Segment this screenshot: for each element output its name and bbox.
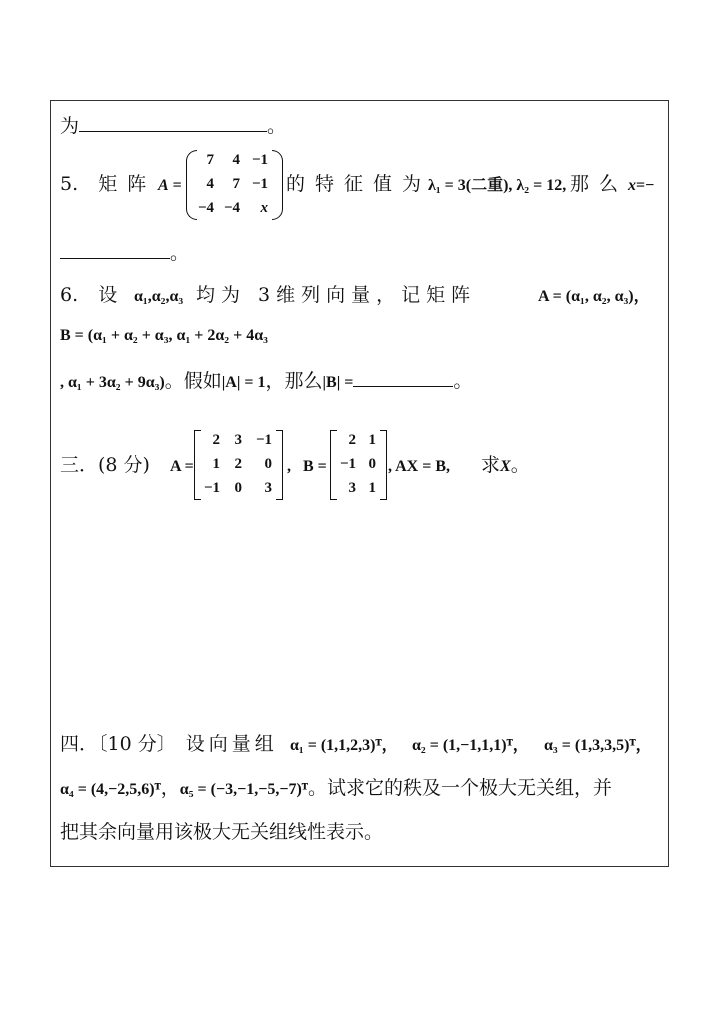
- matrix-cell: 2: [234, 456, 242, 472]
- q6-matB-2: , α₁ + 3α₂ + 9α₃): [60, 374, 165, 391]
- q5-var-x: x: [628, 177, 636, 194]
- q5-text2: 的特征值为: [286, 173, 432, 195]
- q6-text2: 均为 3维列向量，记矩阵: [196, 284, 477, 306]
- q6-matA-text: A = (α₁, α₂, α₃): [538, 288, 634, 305]
- q4-comma4: ，: [160, 777, 180, 799]
- q4-line1: [60, 732, 278, 756]
- matrix-cell: −1: [203, 480, 220, 496]
- q4-comma1: ，: [381, 737, 398, 754]
- q4-text2: 。试求它的秩及一个极大无关组，并: [307, 777, 612, 799]
- q5-eigen: [428, 174, 566, 198]
- q6-text1: 设: [98, 284, 118, 306]
- matrix-cell: 7: [232, 176, 240, 192]
- q3-A: A =: [170, 458, 194, 475]
- q6-vectors-text: α₁,α₂,α₃: [134, 288, 184, 305]
- q6-line3: [60, 368, 472, 395]
- matrix-cell: −4: [197, 200, 214, 216]
- q6-detA: |A| = 1: [221, 374, 266, 391]
- q4-alpha1: α₁ = (1,1,2,3)ᵀ: [290, 737, 382, 754]
- q3-varA: [170, 455, 194, 479]
- q4-alpha5: α₅ = (−3,−1,−5,−7)ᵀ: [179, 781, 308, 798]
- q3-label-line: [60, 453, 150, 477]
- matrix-cell: 1: [368, 480, 376, 496]
- q5-text1: 矩阵: [98, 173, 157, 195]
- right-bracket: [276, 430, 283, 500]
- q5-A: A: [158, 177, 169, 194]
- matrix-cell: 1: [212, 456, 220, 472]
- q4-comma3: ，: [635, 737, 652, 754]
- q6-text3: 。假如: [164, 370, 222, 392]
- matrix-cell: 0: [264, 456, 272, 472]
- q3-end: 。: [510, 454, 530, 476]
- q3-sep1: [287, 455, 291, 479]
- matrix-cell: 3: [348, 480, 356, 496]
- matrix-cell: 7: [206, 152, 214, 168]
- answer-blank-3[interactable]: [353, 368, 453, 387]
- q5-text3-line: [570, 172, 628, 196]
- matrix-cell: −1: [339, 456, 356, 472]
- matrix-cell: 0: [234, 480, 242, 496]
- q3-ask: 求: [481, 454, 501, 476]
- q4-a2: [412, 734, 529, 758]
- q5-x: [628, 174, 654, 198]
- q6-text4: ，那么: [265, 370, 323, 392]
- right-paren: [272, 150, 283, 220]
- q4-alpha3: α₃ = (1,3,3,5)ᵀ: [544, 737, 636, 754]
- q5-eq-tail: =−: [636, 177, 655, 194]
- right-bracket: [380, 430, 387, 500]
- matrix-cell: 3: [264, 480, 272, 496]
- q4-a1: [290, 734, 398, 758]
- matrix-cell: 0: [368, 456, 376, 472]
- q5-var-A: [158, 174, 182, 198]
- q6-line1: [60, 283, 117, 307]
- q4-text3: 把其余向量用该极大无关组线性表示。: [60, 821, 384, 843]
- q4-suffix: 。: [267, 115, 287, 137]
- matrix-cell: x: [260, 200, 268, 216]
- q5-number: 5.: [60, 173, 79, 195]
- q6-detB: |B| =: [322, 374, 354, 391]
- q6-vectors: [134, 285, 183, 309]
- q6-matB-1: B = (α₁ + α₂ + α₃, α₁ + 2α₂ + 4α₃: [60, 327, 268, 344]
- q5-answer-line: [60, 240, 189, 265]
- q4-line2: [60, 776, 612, 802]
- q3-X: X: [500, 458, 511, 475]
- q5-end: 。: [170, 242, 190, 264]
- q4-a3: [544, 734, 652, 758]
- q6-comma: ，: [633, 288, 650, 305]
- q6-end: 。: [453, 370, 473, 392]
- matrix-cell: 4: [232, 152, 240, 168]
- matrix-cell: −4: [223, 200, 240, 216]
- q3-equation: , AX = B,: [388, 458, 451, 475]
- q5-eq: =: [172, 177, 182, 194]
- matrix-cell: 2: [348, 432, 356, 448]
- q4-alpha2: α₂ = (1,−1,1,1)ᵀ: [412, 737, 513, 754]
- q4-line3: [60, 820, 383, 844]
- q4-comma2: ，: [512, 737, 529, 754]
- q3-varB: [303, 455, 327, 479]
- matrix-cell: 4: [206, 176, 214, 192]
- q3-comma: ,: [287, 458, 291, 475]
- q3-matrixA: [194, 428, 286, 500]
- matrix-cell: 1: [368, 432, 376, 448]
- matrix-cell: 3: [234, 432, 242, 448]
- q6-matA: [538, 285, 650, 309]
- q6-matB-line1: [60, 324, 268, 348]
- q6-number: 6.: [60, 284, 79, 306]
- q4-label: 四．〔10 分〕: [60, 733, 176, 755]
- q3-label: 三．(8 分): [60, 454, 150, 476]
- q4-answer-line: [60, 113, 286, 138]
- matrix-cell: −1: [255, 432, 272, 448]
- q5-text2-line: [286, 172, 431, 196]
- answer-blank-2[interactable]: [60, 240, 170, 259]
- q5-line: [60, 172, 156, 196]
- q5-matrix: [186, 148, 284, 220]
- matrix-cell: −1: [251, 176, 268, 192]
- q3-eqn: [388, 455, 450, 479]
- q5-eigenvalues: λ₁ = 3(二重), λ₂ = 12,: [428, 177, 567, 194]
- q6-text2-line: [196, 283, 476, 307]
- q4-prefix: 为: [60, 115, 80, 137]
- q4-text1: 设向量组: [185, 733, 278, 755]
- matrix-cell: 2: [212, 432, 220, 448]
- q5-text3: 那么: [570, 173, 629, 195]
- matrix-cell: −1: [251, 152, 268, 168]
- q3-B: B =: [303, 458, 327, 475]
- q3-matrixB: [330, 428, 390, 500]
- q3-ask-line: [481, 453, 530, 479]
- q4-alpha4: α₄ = (4,−2,5,6)ᵀ: [60, 781, 161, 798]
- answer-blank-1[interactable]: [79, 113, 267, 132]
